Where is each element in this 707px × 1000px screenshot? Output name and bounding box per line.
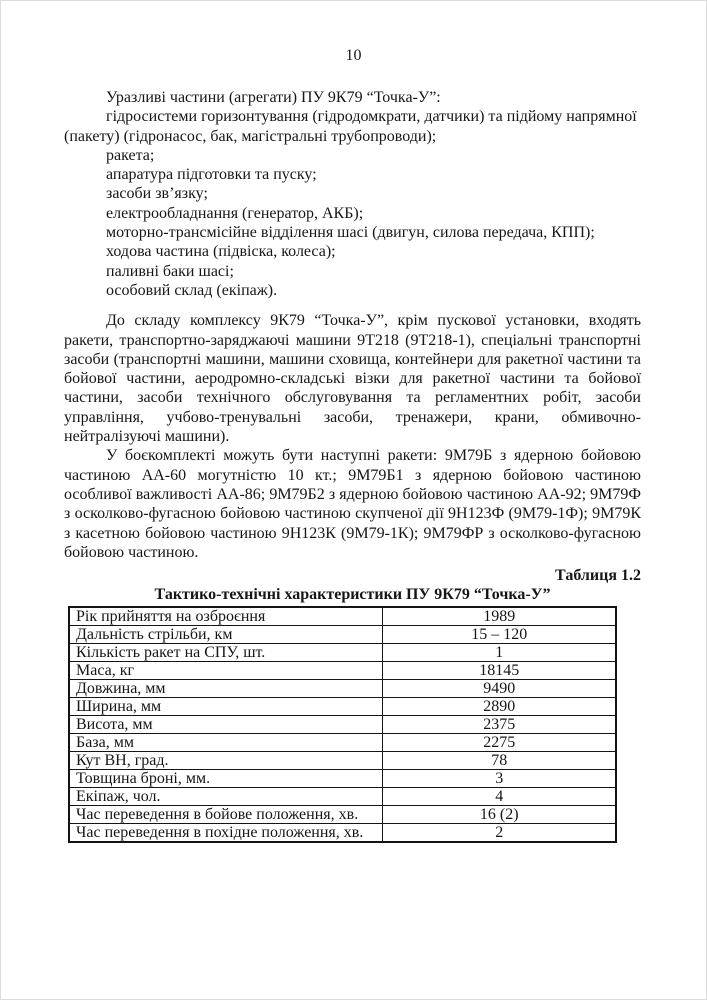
spec-value-cell: 2375: [383, 715, 616, 733]
paragraph-intro: Уразливі частини (агрегати) ПУ 9К79 “Точка-У”:: [106, 89, 441, 106]
table-row: [69, 787, 616, 805]
spec-value-cell: 9490: [383, 679, 616, 697]
table-row: [69, 823, 616, 842]
spec-name-cell: Час переведення в похідне положення, хв.: [69, 823, 383, 842]
spec-name-cell: Дальність стрільби, км: [69, 625, 383, 643]
page-content: [64, 88, 641, 843]
paragraph-warheads: У боєкомплекті можуть бути наступні ракети: 9М79Б з ядерною бойовою частиною АА-60 могутністю 10 кт.; 9М79Б1 з ядерною бойовою частиною особливої важливості АА-86; 9М79Б2 з ядерною бойовою частиною АА-92; 9М79Ф з осколково-фугасною бойовою частиною скупченої дії 9Н123Ф (9М79-1Ф); 9М79К з касетною бойовою частиною 9Н123К (9М79-1К); 9М79ФР з осколково-фугасною бойовою частиною.: [64, 447, 641, 561]
table-row: [69, 733, 616, 751]
table-row: [69, 643, 616, 661]
list-item: засоби зв’язку;: [106, 185, 208, 203]
spec-value-cell: 78: [383, 751, 616, 769]
paragraph-composition: До складу комплексу 9К79 “Точка-У”, крім пускової установки, входять ракети, транспортно-заряджаючі машини 9Т218 (9Т218-1), спеціальні транспортні засоби (транспортні машини, машини сховища, контейнери для ракетної частини та бойової частини, аеродромно-складські візки для ракетної частини та бойової частини, засоби технічного обслуговування та регламентних робіт, засоби управління, учбово-тренувальні засоби, тренажери, крани, обмивочно-нейтралізуючі машини).: [64, 312, 641, 446]
page-number: 10: [345, 47, 362, 64]
spec-value-cell: 2890: [383, 697, 616, 715]
spec-value-cell: 2: [383, 823, 616, 842]
list-item: апаратура підготовки та пуску;: [106, 166, 317, 184]
list-item: електрообладнання (генератор, АКБ);: [106, 204, 364, 222]
table-row: [69, 751, 616, 769]
table-caption-number: Таблиця 1.2: [555, 567, 641, 585]
spec-value-cell: 3: [383, 769, 616, 787]
spec-value-cell: 18145: [383, 661, 616, 679]
specs-table: [68, 606, 617, 843]
spec-value-cell: 1989: [383, 607, 616, 626]
spec-value-cell: 4: [383, 787, 616, 805]
spec-name-cell: Ширина, мм: [69, 697, 383, 715]
spec-value-cell: 15 – 120: [383, 625, 616, 643]
spec-name-cell: Кут ВН, град.: [69, 751, 383, 769]
table-row: [69, 679, 616, 697]
spec-name-cell: Довжина, мм: [69, 679, 383, 697]
table-row: [69, 697, 616, 715]
spec-name-cell: База, мм: [69, 733, 383, 751]
table-row: [69, 607, 616, 626]
table-title: Тактико-технічні характеристики ПУ 9К79 “Точка-У”: [154, 586, 551, 604]
table-row: [69, 769, 616, 787]
spec-name-cell: Висота, мм: [69, 715, 383, 733]
list-item: особовий склад (екіпаж).: [106, 281, 278, 299]
spec-name-cell: Маса, кг: [69, 661, 383, 679]
spec-value-cell: 1: [383, 643, 616, 661]
spec-name-cell: Екіпаж, чол.: [69, 787, 383, 805]
list-item: ракета;: [106, 146, 155, 164]
list-item: гідросистеми горизонтування (гідродомкрати, датчики) та підйому напрямної (пакету) (гідронасос, бак, магістральні трубопроводи);: [64, 108, 637, 145]
table-row: [69, 805, 616, 823]
list-item: ходова частина (підвіска, колеса);: [106, 243, 336, 261]
spec-value-cell: 2275: [383, 733, 616, 751]
table-row: [69, 625, 616, 643]
list-item: паливні баки шасі;: [106, 262, 234, 280]
spec-name-cell: Час переведення в бойове положення, хв.: [69, 805, 383, 823]
table-row: [69, 661, 616, 679]
list-item: моторно-трансмісійне відділення шасі (двигун, силова передача, КПП);: [106, 224, 595, 242]
spec-name-cell: Кількість ракет на СПУ, шт.: [69, 643, 383, 661]
table-row: [69, 715, 616, 733]
specs-table-body: [69, 607, 616, 842]
spec-value-cell: 16 (2): [383, 805, 616, 823]
spec-name-cell: Рік прийняття на озброєння: [69, 607, 383, 626]
spec-name-cell: Товщина броні, мм.: [69, 769, 383, 787]
